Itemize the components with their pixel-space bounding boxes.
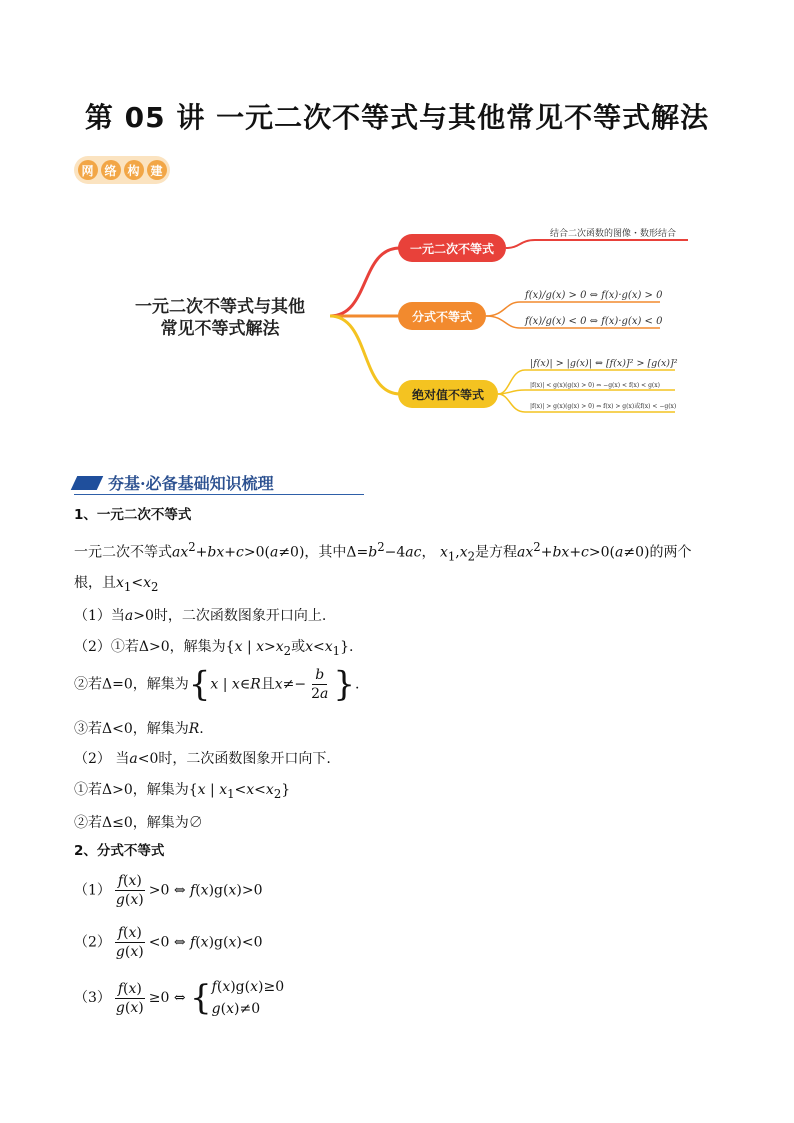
branch2-item1: f(x)/g(x) > 0 ⇔ f(x)·g(x) > 0 [525,290,663,301]
case-neg-delta-positive: ①若Δ>0，解集为{x | $x_1<x<x_2$} [74,782,291,801]
mindmap-root-line1: 一元二次不等式与其他 [135,297,305,317]
case-neg-delta-nonpositive: ②若Δ≤0，解集为∅ [74,815,203,831]
mindmap-root-line2: 常见不等式解法 [160,319,280,339]
branch2-label: 分式不等式 [411,310,473,324]
branch3-label: 绝对值不等式 [411,388,485,402]
branch3-item1: |f(x)| > |g(x)| ⇔ [f(x)]² > [g(x)]² [530,358,678,369]
quadratic-definition: 一元二次不等式$ax^2+bx+c>0(a\ne 0)$，其中$\Delta=b^2-4ac$， $x_1,x_2$是方程$ax^2+bx+c>0(a\ne 0)$的两个 [74,540,692,564]
section-banner [74,468,364,495]
case-delta-positive: （2）①若Δ>0，解集为{x | $x>x_2$或$x<x_1$}. [74,639,354,658]
banner-bar [71,476,104,490]
connector-red [330,248,400,316]
network-badge [74,156,170,184]
mind-map [110,218,700,428]
branch3-line-2 [498,390,675,394]
branch2-line-top [486,302,660,316]
branch3-item3: |f(x)| > g(x)(g(x) > 0) ⇔ f(x) > g(x)或f(x) < −g(x) [530,403,677,410]
case-a-positive: （1）当a>0时，二次函数图象开口向上. [74,608,327,624]
fraction-rule-2: （2） $\frac{f(x)}{g(x)}$ <0 ⇔ f(x)g(x)<0 [74,925,263,960]
branch1-note: 结合二次函数的图像・数形结合 [550,229,677,239]
branch2-item2: f(x)/g(x) < 0 ⇔ f(x)·g(x) < 0 [525,316,663,327]
connector-yellow [330,316,400,394]
fraction-rule-1: （1） $\frac{f(x)}{g(x)}$ >0 ⇔ f(x)g(x)>0 [74,873,263,908]
branch1-line [506,240,688,248]
badge-char: 络 [101,160,121,180]
page-title: 第 05 讲 一元二次不等式与其他常见不等式解法 [84,101,710,134]
fraction-rule-3: （3） $\frac{f(x)}{g(x)}$ ≥0 ⇔ { f(x)g(x)≥0 g(x)≠0 [74,978,285,1018]
case-a-negative: （2） 当a<0时，二次函数图象开口向下. [74,751,331,767]
section1-heading: 1、一元二次不等式 [74,507,192,523]
branch3-item2: |f(x)| < g(x)(g(x) > 0) ⇔ −g(x) < f(x) < g(x) [530,382,660,389]
case-delta-zero: ②若Δ=0，解集为{x | x∈R且x≠− $\frac{b}{2a}$ }. [74,664,360,705]
roots-condition: 根，且$x_1<x_2$ [74,575,159,594]
section-title: 夯基·必备基础知识梳理 [108,474,274,493]
badge-char: 网 [78,160,98,180]
section2-heading: 2、分式不等式 [74,843,165,859]
badge-char: 建 [147,160,167,180]
branch1-label: 一元二次不等式 [409,242,495,256]
case-delta-negative: ③若Δ<0，解集为R. [74,721,204,737]
badge-char: 构 [124,160,144,180]
